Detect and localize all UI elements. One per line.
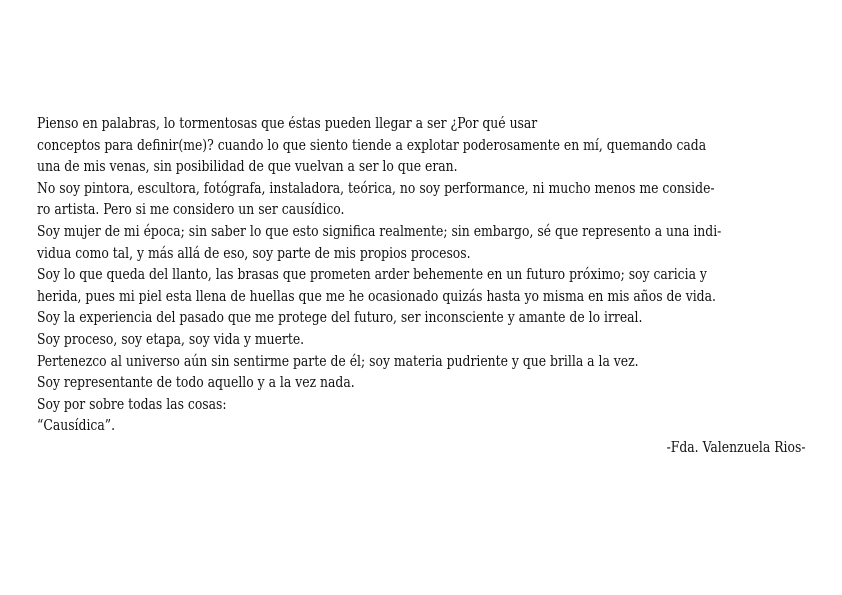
text-line: Soy lo que queda del llanto, las brasas que prometen arder behemente en un futuro próximo; soy caricia y: [37, 267, 707, 284]
text-line: Soy por sobre todas las cosas:: [37, 396, 227, 413]
text-line: ro artista. Pero si me considero un ser causídico.: [37, 202, 345, 219]
text-line: “Causídica”.: [37, 418, 116, 435]
poem-text-block: [37, 114, 812, 438]
text-line: una de mis venas, sin posibilidad de que vuelvan a ser lo que eran.: [37, 159, 458, 176]
signature: -Fda. Valenzuela Rios-: [667, 440, 806, 456]
text-line: Pertenezco al universo aún sin sentirme parte de él; soy materia pudriente y que brilla a la vez.: [37, 353, 639, 370]
text-line: herida, pues mi piel esta llena de huellas que me he ocasionado quizás hasta yo misma en mis años de vida.: [37, 288, 716, 305]
text-line: Soy proceso, soy etapa, soy vida y muerte.: [37, 331, 305, 348]
text-line: No soy pintora, escultora, fotógrafa, instaladora, teórica, no soy performance, ni mucho menos me conside-: [37, 180, 715, 197]
text-line: Soy mujer de mi época; sin saber lo que esto significa realmente; sin embargo, sé que represento a una indi-: [37, 223, 722, 240]
text-line: conceptos para definir(me)? cuando lo que siento tiende a explotar poderosamente en mí, quemando cada: [37, 137, 707, 154]
text-line: Soy representante de todo aquello y a la vez nada.: [37, 375, 355, 392]
text-line: vidua como tal, y más allá de eso, soy parte de mis propios procesos.: [37, 245, 471, 262]
text-line: Pienso en palabras, lo tormentosas que éstas pueden llegar a ser ¿Por qué usar: [37, 116, 538, 132]
text-line: Soy la experiencia del pasado que me protege del futuro, ser inconsciente y amante de lo irreal.: [37, 310, 643, 327]
